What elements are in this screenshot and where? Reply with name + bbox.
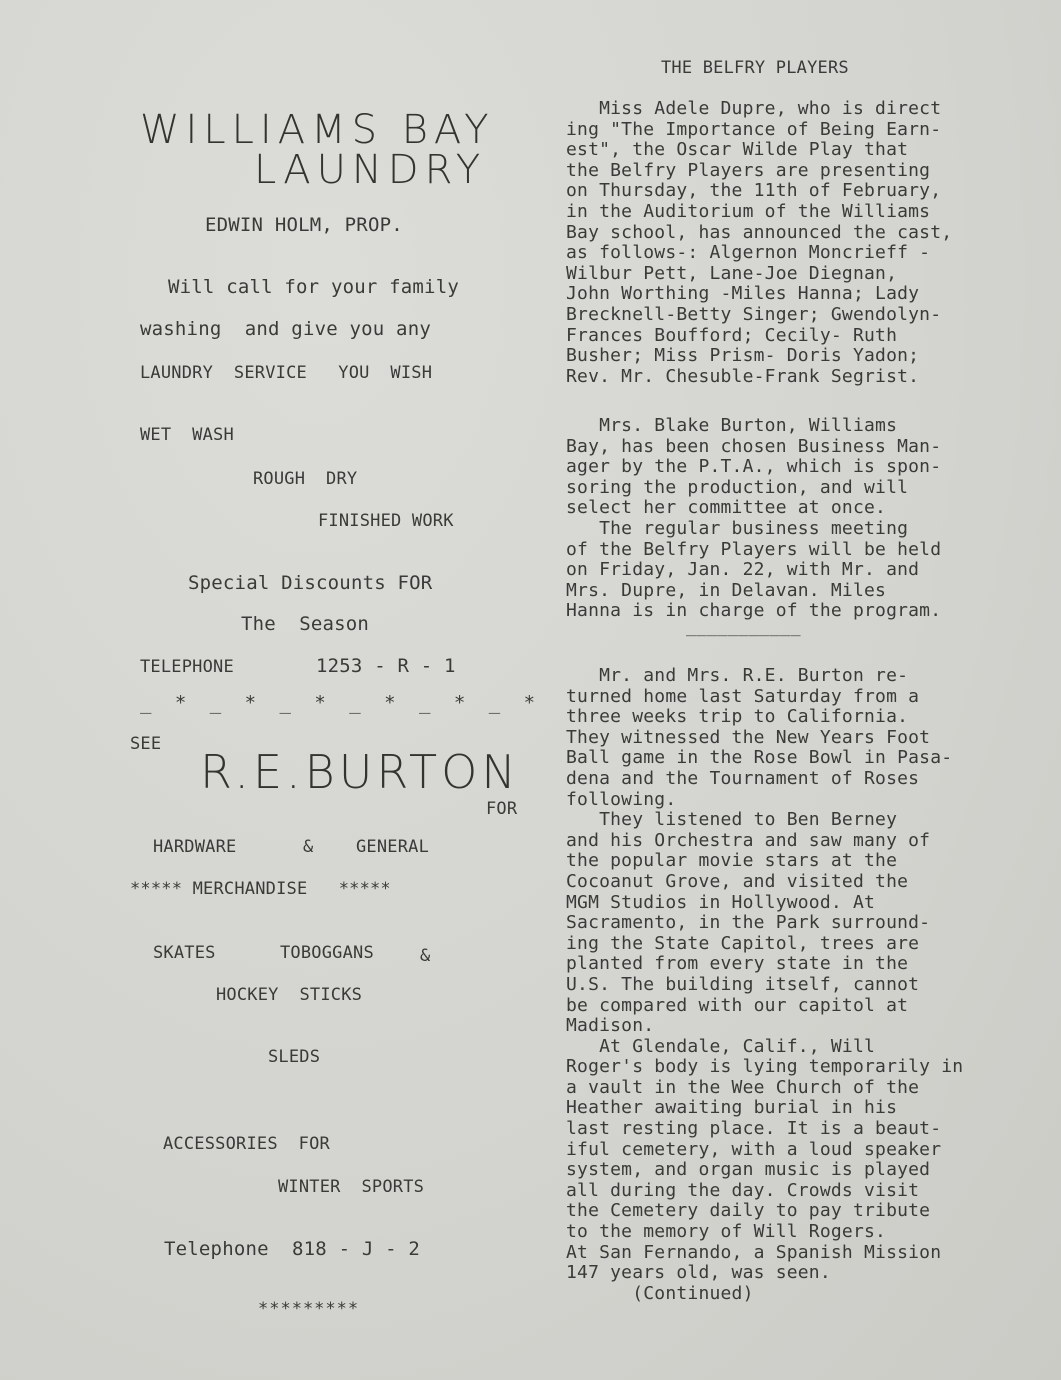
laundry-telephone-label: TELEPHONE [140,657,234,677]
article-line: the popular movie stars at the [566,850,898,872]
article-line: 147 years old, was seen. [566,1262,831,1284]
article-line: Wilbur Pett, Lane-Joe Diegnan, [566,262,898,284]
article-line: to the memory of Will Rogers. [566,1221,887,1243]
article-line: Roger's body is lying temporarily in [566,1056,964,1078]
see-label: SEE [130,734,162,754]
article-line: in the Auditorium of the Williams [566,200,931,222]
general-word: GENERAL [356,837,430,857]
service-wet-wash: WET WASH [140,425,234,445]
burton-name: R.E.BURTON [200,745,520,799]
laundry-name-line2: LAUNDRY [254,147,487,193]
proprietor: EDWIN HOLM, PROP. [205,214,403,236]
article-line: soring the production, and will [566,476,909,498]
article-line: ing the State Capitol, trees are [566,932,920,954]
article-line: on Friday, Jan. 22, with Mr. and [566,559,920,581]
article-line: last resting place. It is a beaut- [566,1118,942,1140]
article-line: John Worthing -Miles Hanna; Lady [566,283,920,305]
article-line: Mrs. Dupre, in Delavan. Miles [566,579,887,601]
article-line: At Glendale, Calif., Will [566,1035,876,1057]
article-line: Mrs. Blake Burton, Williams [566,415,898,436]
article-line: They witnessed the New Years Foot [566,726,931,748]
article-line: MGM Studios in Hollywood. At [566,891,876,913]
article-line: following. [566,788,677,810]
article-line: They listened to Ben Berney [566,809,898,831]
laundry-telephone-number: 1253 - R - 1 [316,655,456,677]
article-line: The regular business meeting [566,517,909,539]
merchandise-line: ***** MERCHANDISE ***** [130,879,391,899]
article-line: the Belfry Players are presenting [566,159,931,181]
hardware-telephone: Telephone 818 - J - 2 [164,1238,421,1260]
item-toboggans: TOBOGGANS [280,943,374,963]
article-line: Hanna is in charge of the program. [566,600,942,622]
article-line: dena and the Tournament of Roses [566,767,920,789]
article-para-2 [566,416,1036,622]
closing-stars: ********* [258,1299,360,1319]
article-line: Bay school, has announced the cast, [566,221,953,243]
pitch-line-3: LAUNDRY SERVICE YOU WISH [140,363,433,383]
article-line: Miss Adele Dupre, who is direct [566,98,942,119]
article-line: the Cemetery daily to pay tribute [566,1200,931,1222]
article-line: on Thursday, the 11th of February, [566,180,942,202]
article-line: Bay, has been chosen Business Man- [566,435,942,457]
article-line: At San Fernando, a Spanish Mission [566,1241,942,1263]
article-line: as follows-: Algernon Moncrieff - [566,242,931,264]
accessories-line: ACCESSORIES FOR [163,1134,330,1154]
article-line: iful cemetery, with a loud speaker [566,1138,942,1160]
hardware-word: HARDWARE [153,837,237,857]
article-line: be compared with our capitol at [566,994,909,1016]
article-line: a vault in the Wee Church of the [566,1076,920,1098]
article-line: three weeks trip to California. [566,706,909,728]
article-line: Rev. Mr. Chesuble-Frank Segrist. [566,365,920,387]
article-line: Mr. and Mrs. R.E. Burton re- [566,665,909,686]
article-line: select her committee at once. [566,497,887,519]
article-line: all during the day. Crowds visit [566,1179,920,1201]
article-line: U.S. The building itself, cannot [566,973,920,995]
item-hockey-sticks: HOCKEY STICKS [216,985,363,1005]
article-line: Frances Boufford; Cecily- Ruth [566,324,898,346]
article-line: ager by the P.T.A., which is spon- [566,456,942,478]
service-finished-work: FINISHED WORK [318,511,454,531]
laundry-name-line1: WILLIAMS BAY [140,107,495,153]
for-label: FOR [486,799,518,819]
article-line: Cocoanut Grove, and visited the [566,870,909,892]
article-line: Sacramento, in the Park surround- [566,912,931,934]
pitch-line-1: Will call for your family [168,276,459,298]
article-line: ing "The Importance of Being Earn- [566,118,942,140]
article-line: turned home last Saturday from a [566,685,920,707]
article-line: and his Orchestra and saw many of [566,829,931,851]
pitch-line-2: washing and give you any [140,318,431,340]
ampersand: & [303,837,314,857]
article-para-1 [566,99,1036,387]
winter-sports-line: WINTER SPORTS [278,1177,425,1197]
article-title: THE BELFRY PLAYERS [661,58,849,78]
article-line: of the Belfry Players will be held [566,538,942,560]
article-para-3 [566,666,1036,1304]
article-line: planted from every state in the [566,953,909,975]
article-divider: ___________ [686,617,801,637]
article-line: Busher; Miss Prism- Doris Yadon; [566,345,920,367]
discount-line-1: Special Discounts FOR [188,572,433,594]
article-line: est", the Oscar Wilde Play that [566,139,909,161]
discount-line-2: The Season [241,613,370,635]
article-line: Heather awaiting burial in his [566,1097,898,1119]
item-skates: SKATES [153,943,216,963]
ad-divider: _ * _ * _ * _ * _ * _ * [140,692,542,714]
article-line: Ball game in the Rose Bowl in Pasa- [566,747,953,769]
article-line: (Continued) [566,1282,754,1304]
article-line: system, and organ music is played [566,1159,931,1181]
item-sleds: SLEDS [268,1047,321,1067]
article-line: Brecknell-Betty Singer; Gwendolyn- [566,303,942,325]
service-rough-dry: ROUGH DRY [253,469,358,489]
article-line: Madison. [566,1015,655,1037]
item-ampersand: & [420,946,431,966]
